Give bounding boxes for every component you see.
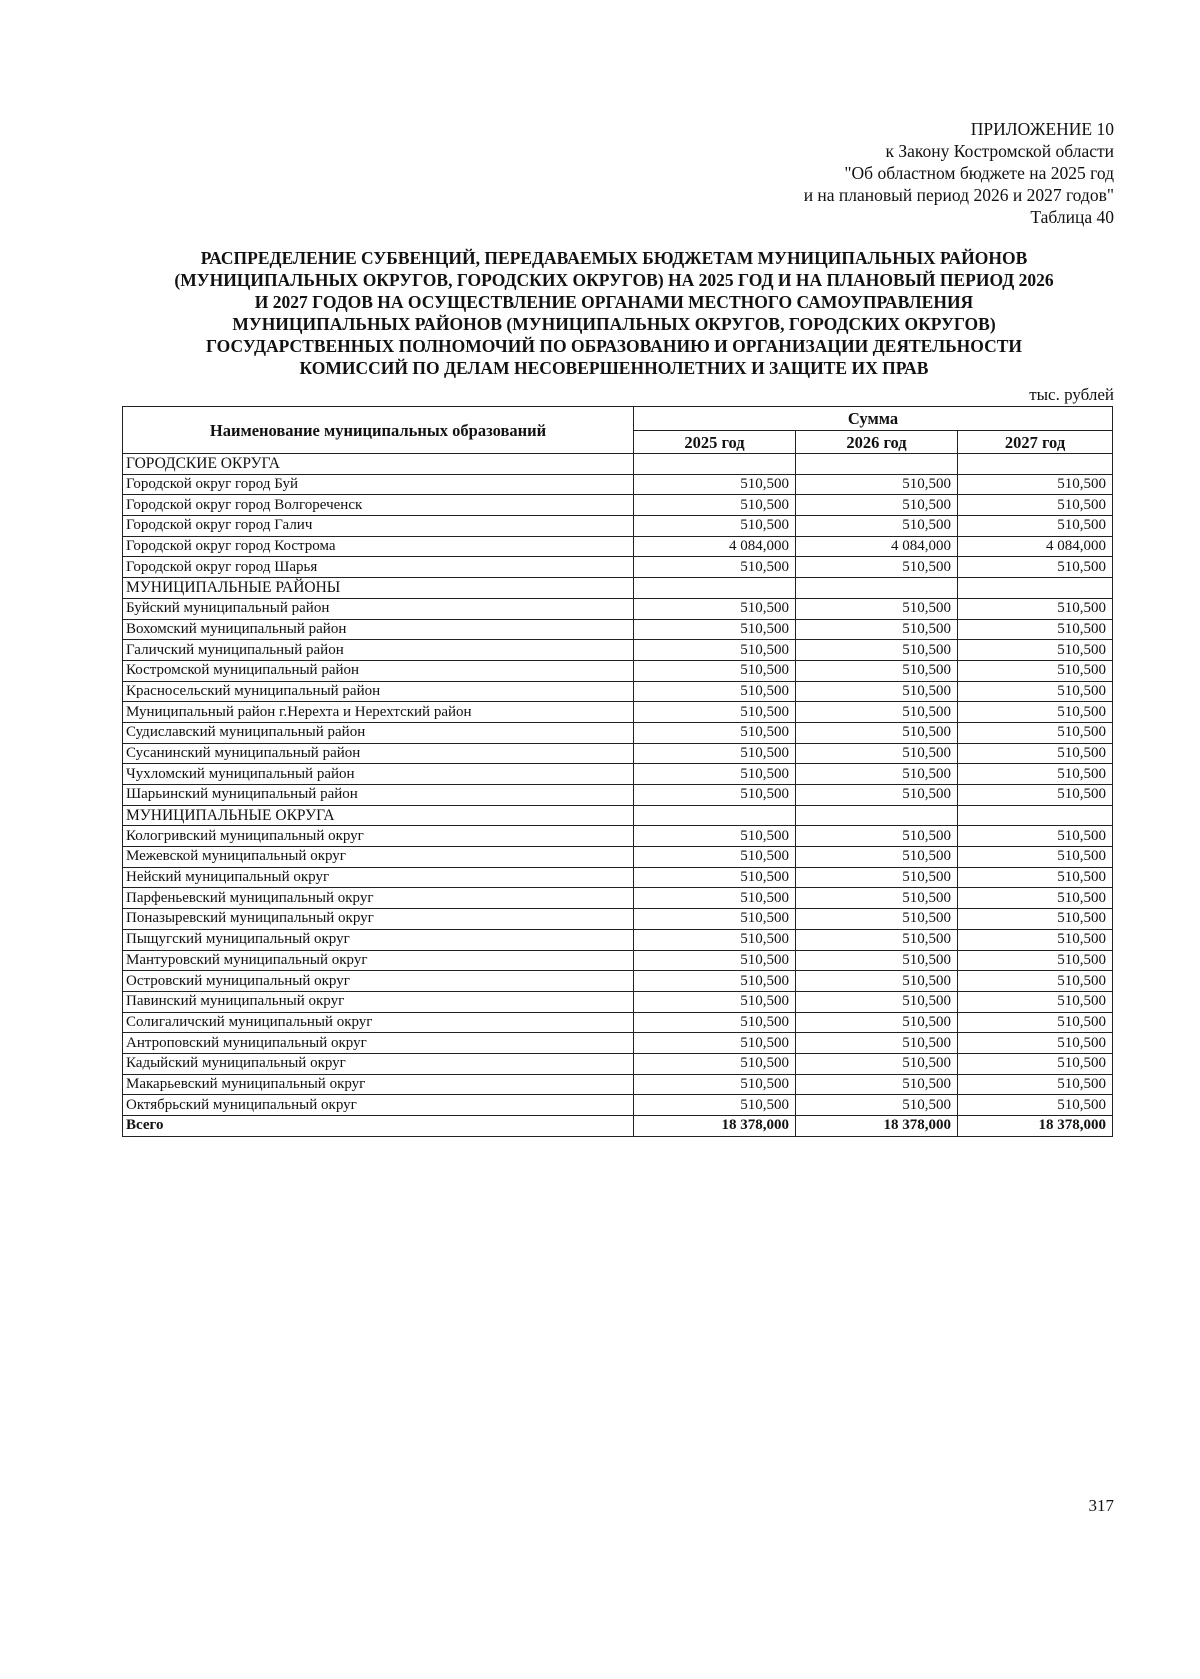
amount-cell: 510,500 (796, 826, 958, 847)
amount-cell: 510,500 (796, 867, 958, 888)
amount-cell: 510,500 (796, 847, 958, 868)
units-label: тыс. рублей (1029, 385, 1114, 404)
amount-cell (796, 805, 958, 826)
amount-cell: 510,500 (796, 474, 958, 495)
amount-cell: 510,500 (958, 1033, 1113, 1054)
amount-cell: 510,500 (634, 867, 796, 888)
table-row (123, 826, 1113, 847)
municipality-name: Шарьинский муниципальный район (123, 785, 634, 806)
amount-cell: 510,500 (634, 991, 796, 1012)
title-line: КОМИССИЙ ПО ДЕЛАМ НЕСОВЕРШЕННОЛЕТНИХ И ЗАЩИТЕ ИХ ПРАВ (299, 358, 929, 378)
table-row (123, 681, 1113, 702)
amount-cell: 510,500 (958, 474, 1113, 495)
table-row (123, 640, 1113, 661)
table-row (123, 1012, 1113, 1033)
amount-cell: 510,500 (958, 888, 1113, 909)
municipality-name: Буйский муниципальный район (123, 598, 634, 619)
amount-cell: 510,500 (958, 516, 1113, 537)
amount-cell: 510,500 (958, 743, 1113, 764)
amount-cell: 510,500 (634, 929, 796, 950)
amount-cell: 510,500 (958, 929, 1113, 950)
table-row (123, 991, 1113, 1012)
municipality-name: Межевской муниципальный округ (123, 847, 634, 868)
column-header-2025: 2025 год (634, 431, 796, 454)
municipality-name: Солигаличский муниципальный округ (123, 1012, 634, 1033)
municipality-name: Нейский муниципальный округ (123, 867, 634, 888)
table-row (123, 847, 1113, 868)
amount-cell: 510,500 (796, 598, 958, 619)
amount-cell: 510,500 (634, 764, 796, 785)
amount-cell: 510,500 (958, 557, 1113, 578)
amount-cell: 510,500 (634, 1095, 796, 1116)
amount-cell (958, 454, 1113, 475)
amount-cell: 510,500 (634, 598, 796, 619)
municipality-name: Галичский муниципальный район (123, 640, 634, 661)
amount-cell: 510,500 (796, 888, 958, 909)
municipality-name: Городской округ город Кострома (123, 536, 634, 557)
amount-cell: 510,500 (958, 495, 1113, 516)
amount-cell (634, 454, 796, 475)
table-group-row (123, 578, 1113, 599)
amount-cell: 510,500 (958, 681, 1113, 702)
title-line: МУНИЦИПАЛЬНЫХ РАЙОНОВ (МУНИЦИПАЛЬНЫХ ОКРУГОВ, ГОРОДСКИХ ОКРУГОВ) (232, 314, 996, 334)
amount-cell: 510,500 (958, 598, 1113, 619)
amount-cell: 510,500 (634, 826, 796, 847)
amount-cell: 510,500 (958, 785, 1113, 806)
total-amount-cell: 18 378,000 (958, 1116, 1113, 1137)
amount-cell: 510,500 (796, 991, 958, 1012)
table-row (123, 619, 1113, 640)
column-header-2027: 2027 год (958, 431, 1113, 454)
table-row (123, 1095, 1113, 1116)
amount-cell: 510,500 (958, 1012, 1113, 1033)
amount-cell: 510,500 (634, 971, 796, 992)
table-total-row (123, 1116, 1113, 1137)
amount-cell: 510,500 (958, 702, 1113, 723)
amount-cell: 510,500 (634, 640, 796, 661)
table-body (123, 454, 1113, 1137)
column-header-2026: 2026 год (796, 431, 958, 454)
amount-cell: 510,500 (634, 785, 796, 806)
table-row (123, 557, 1113, 578)
table-row (123, 971, 1113, 992)
municipality-name: Костромской муниципальный район (123, 660, 634, 681)
table-row (123, 722, 1113, 743)
table-row (123, 785, 1113, 806)
table-row (123, 702, 1113, 723)
amount-cell: 510,500 (796, 1053, 958, 1074)
amount-cell: 510,500 (634, 619, 796, 640)
amount-cell: 510,500 (634, 1074, 796, 1095)
municipality-name: Антроповский муниципальный округ (123, 1033, 634, 1054)
table-row (123, 764, 1113, 785)
table-group-row (123, 454, 1113, 475)
amount-cell: 4 084,000 (796, 536, 958, 557)
amount-cell: 510,500 (958, 660, 1113, 681)
table-row (123, 867, 1113, 888)
amount-cell: 510,500 (634, 1033, 796, 1054)
municipality-name: Сусанинский муниципальный район (123, 743, 634, 764)
amount-cell: 510,500 (958, 764, 1113, 785)
title-line: (МУНИЦИПАЛЬНЫХ ОКРУГОВ, ГОРОДСКИХ ОКРУГОВ) НА 2025 ГОД И НА ПЛАНОВЫЙ ПЕРИОД 2026 (174, 270, 1054, 290)
amount-cell: 510,500 (796, 1033, 958, 1054)
municipality-name: Судиславский муниципальный район (123, 722, 634, 743)
amount-cell: 510,500 (958, 867, 1113, 888)
amount-cell (796, 454, 958, 475)
group-label: МУНИЦИПАЛЬНЫЕ РАЙОНЫ (123, 578, 634, 599)
amount-cell: 510,500 (796, 929, 958, 950)
amount-cell: 4 084,000 (958, 536, 1113, 557)
table-group-row (123, 805, 1113, 826)
total-amount-cell: 18 378,000 (634, 1116, 796, 1137)
amount-cell: 510,500 (958, 1074, 1113, 1095)
amount-cell: 510,500 (796, 495, 958, 516)
municipality-name: Октябрьский муниципальный округ (123, 1095, 634, 1116)
amount-cell: 510,500 (634, 1053, 796, 1074)
amount-cell: 510,500 (634, 888, 796, 909)
municipality-name: Городской округ город Буй (123, 474, 634, 495)
table-row (123, 598, 1113, 619)
table-row (123, 909, 1113, 930)
appendix-law-title-cont: и на плановый период 2026 и 2027 годов" (803, 185, 1114, 205)
column-header-sum: Сумма (634, 407, 1113, 431)
table-row (123, 743, 1113, 764)
municipality-name: Макарьевский муниципальный округ (123, 1074, 634, 1095)
amount-cell: 510,500 (958, 1053, 1113, 1074)
municipality-name: Пыщугский муниципальный округ (123, 929, 634, 950)
municipality-name: Чухломский муниципальный район (123, 764, 634, 785)
table-row (123, 516, 1113, 537)
municipality-name: Городской округ город Шарья (123, 557, 634, 578)
amount-cell: 510,500 (796, 619, 958, 640)
municipality-name: Красносельский муниципальный район (123, 681, 634, 702)
municipality-name: Вохомский муниципальный район (123, 619, 634, 640)
table-row (123, 1074, 1113, 1095)
amount-cell: 510,500 (958, 971, 1113, 992)
amount-cell: 510,500 (634, 847, 796, 868)
amount-cell (958, 805, 1113, 826)
amount-cell: 510,500 (796, 950, 958, 971)
municipality-name: Поназыревский муниципальный округ (123, 909, 634, 930)
page-number: 317 (1088, 1496, 1114, 1515)
amount-cell: 510,500 (634, 474, 796, 495)
municipality-name: Городской округ город Волгореченск (123, 495, 634, 516)
amount-cell: 510,500 (958, 847, 1113, 868)
amount-cell: 510,500 (796, 660, 958, 681)
amount-cell: 510,500 (958, 1095, 1113, 1116)
amount-cell: 510,500 (958, 826, 1113, 847)
amount-cell: 510,500 (634, 909, 796, 930)
amount-cell: 510,500 (634, 516, 796, 537)
table-row (123, 474, 1113, 495)
table-row (123, 950, 1113, 971)
amount-cell: 510,500 (958, 619, 1113, 640)
amount-cell: 510,500 (634, 681, 796, 702)
amount-cell: 510,500 (796, 785, 958, 806)
table-row (123, 660, 1113, 681)
table-row (123, 1053, 1113, 1074)
appendix-law: к Закону Костромской области (885, 141, 1114, 161)
amount-cell: 510,500 (796, 909, 958, 930)
appendix-law-title: "Об областном бюджете на 2025 год (844, 163, 1114, 183)
table-row (123, 536, 1113, 557)
amount-cell: 510,500 (796, 681, 958, 702)
title-line: И 2027 ГОДОВ НА ОСУЩЕСТВЛЕНИЕ ОРГАНАМИ МЕСТНОГО САМОУПРАВЛЕНИЯ (254, 292, 974, 312)
total-amount-cell: 18 378,000 (796, 1116, 958, 1137)
table-row (123, 929, 1113, 950)
amount-cell: 510,500 (796, 743, 958, 764)
municipality-name: Городской округ город Галич (123, 516, 634, 537)
appendix-number: ПРИЛОЖЕНИЕ 10 (970, 119, 1114, 139)
column-header-name: Наименование муниципальных образований (123, 407, 634, 454)
amount-cell: 510,500 (958, 950, 1113, 971)
amount-cell: 510,500 (634, 722, 796, 743)
amount-cell: 510,500 (796, 722, 958, 743)
municipality-name: Муниципальный район г.Нерехта и Нерехтский район (123, 702, 634, 723)
amount-cell: 510,500 (796, 516, 958, 537)
amount-cell: 510,500 (634, 660, 796, 681)
title-line: РАСПРЕДЕЛЕНИЕ СУБВЕНЦИЙ, ПЕРЕДАВАЕМЫХ БЮДЖЕТАМ МУНИЦИПАЛЬНЫХ РАЙОНОВ (200, 248, 1028, 268)
amount-cell: 510,500 (796, 1012, 958, 1033)
total-label: Всего (123, 1116, 634, 1137)
amount-cell: 510,500 (958, 991, 1113, 1012)
amount-cell: 510,500 (634, 702, 796, 723)
municipality-name: Кадыйский муниципальный округ (123, 1053, 634, 1074)
municipality-name: Островский муниципальный округ (123, 971, 634, 992)
amount-cell (634, 578, 796, 599)
amount-cell (634, 805, 796, 826)
amount-cell (958, 578, 1113, 599)
table-row (123, 888, 1113, 909)
amount-cell: 510,500 (634, 495, 796, 516)
municipality-name: Парфеньевский муниципальный округ (123, 888, 634, 909)
municipality-name: Мантуровский муниципальный округ (123, 950, 634, 971)
group-label: МУНИЦИПАЛЬНЫЕ ОКРУГА (123, 805, 634, 826)
group-label: ГОРОДСКИЕ ОКРУГА (123, 454, 634, 475)
amount-cell: 510,500 (796, 640, 958, 661)
municipality-name: Павинский муниципальный округ (123, 991, 634, 1012)
amount-cell: 510,500 (796, 557, 958, 578)
amount-cell: 510,500 (796, 1074, 958, 1095)
amount-cell: 510,500 (796, 971, 958, 992)
table-number: Таблица 40 (1030, 207, 1114, 227)
amount-cell: 510,500 (634, 743, 796, 764)
amount-cell: 510,500 (958, 722, 1113, 743)
appendix-header (804, 118, 1114, 228)
amount-cell: 510,500 (634, 950, 796, 971)
amount-cell: 510,500 (796, 702, 958, 723)
table-row (123, 495, 1113, 516)
amount-cell: 510,500 (634, 557, 796, 578)
amount-cell: 4 084,000 (634, 536, 796, 557)
amount-cell: 510,500 (958, 640, 1113, 661)
table-row (123, 1033, 1113, 1054)
amount-cell: 510,500 (958, 909, 1113, 930)
document-title (118, 247, 1110, 379)
municipality-name: Кологривский муниципальный округ (123, 826, 634, 847)
distribution-table (122, 406, 1113, 1137)
amount-cell: 510,500 (634, 1012, 796, 1033)
amount-cell: 510,500 (796, 1095, 958, 1116)
amount-cell: 510,500 (796, 764, 958, 785)
amount-cell (796, 578, 958, 599)
title-line: ГОСУДАРСТВЕННЫХ ПОЛНОМОЧИЙ ПО ОБРАЗОВАНИЮ И ОРГАНИЗАЦИИ ДЕЯТЕЛЬНОСТИ (205, 336, 1023, 356)
